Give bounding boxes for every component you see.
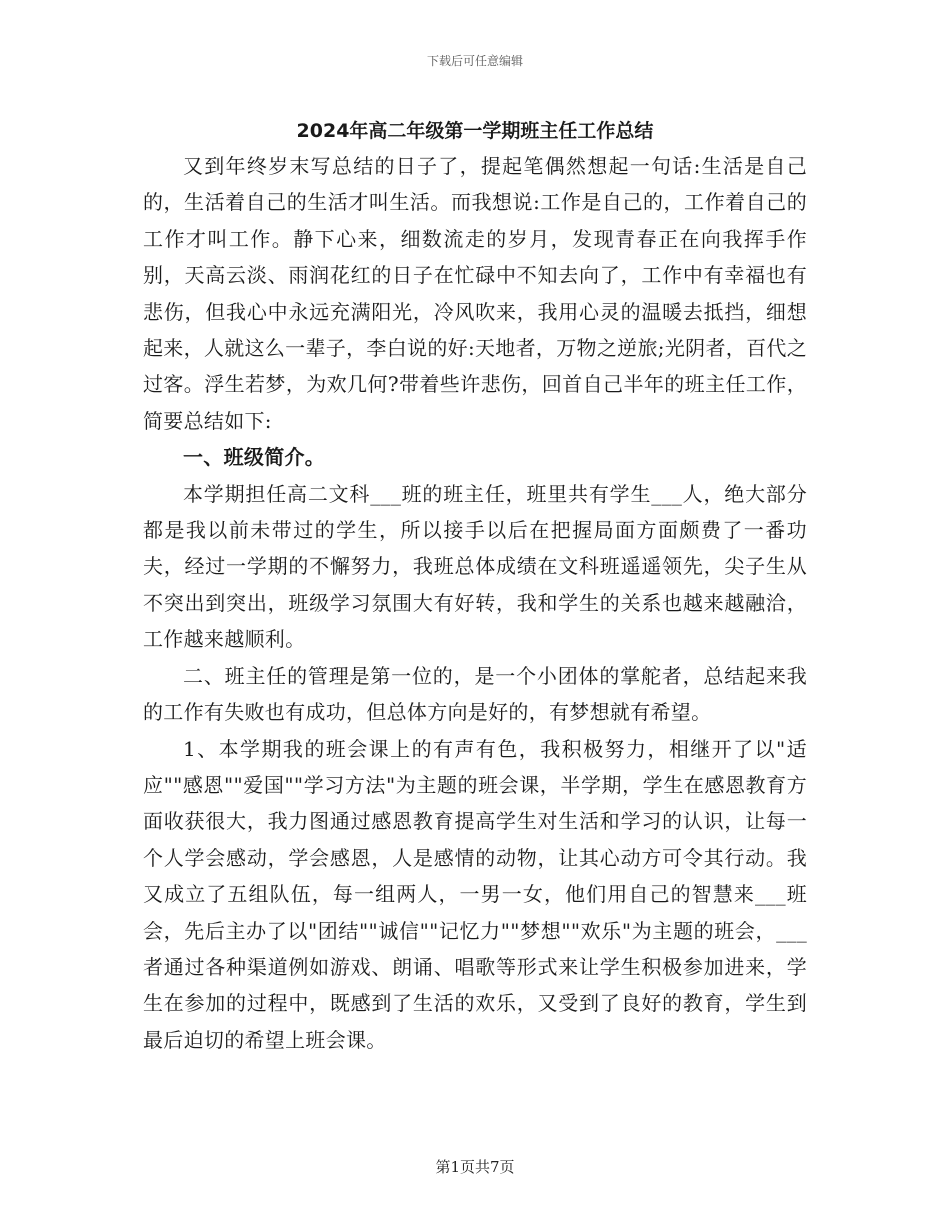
document-body (143, 148, 807, 1058)
page-number: 第1页共7页 (435, 1158, 515, 1176)
management-paragraph: 二、班主任的管理是第一位的，是一个小团体的掌舵者，总结起来我的工作有失败也有成功，但总体方向是好的，有梦想就有希望。 (143, 663, 807, 725)
class-meeting-paragraph: 1、本学期我的班会课上的有声有色，我积极努力，相继开了以"适应""感恩""爱国""学习方法"为主题的班会课，半学期，学生在感恩教育方面收获很大，我力图通过感恩教育提高学生对生活和学习的认识，让每一个人学会感动，学会感恩，人是感情的动物，让其心动方可令其行动。我又成立了五组队伍，每一组两人，一男一女，他们用自己的智慧来___班会，先后主办了以"团结""诚信""记忆力""梦想""欢乐"为主题的班会，___者通过各种渠道例如游戏、朗诵、唱歌等形式来让学生积极参加进来，学生在参加的过程中，既感到了生活的欢乐，又受到了良好的教育，学生到最后迫切的希望上班会课。 (143, 736, 807, 1052)
page-header-note: 下载后可任意编辑 (426, 54, 523, 68)
document-title: 2024年高二年级第一学期班主任工作总结 (296, 120, 654, 142)
section-heading-class-intro: 一、班级简介。 (183, 445, 326, 470)
class-intro-paragraph: 本学期担任高二文科___班的班主任，班里共有学生___人，绝大部分都是我以前未带过的学生，所以接手以后在把握局面方面颇费了一番功夫，经过一学期的不懈努力，我班总体成绩在文科班遥遥领先，尖子生从不突出到突出，班级学习氛围大有好转，我和学生的关系也越来越融洽，工作越来越顺利。 (143, 481, 807, 652)
intro-paragraph: 又到年终岁末写总结的日子了，提起笔偶然想起一句话:生活是自己的，生活着自己的生活才叫生活。而我想说:工作是自己的，工作着自己的工作才叫工作。静下心来，细数流走的岁月，发现青春正在向我挥手作别，天高云淡、雨润花红的日子在忙碌中不知去向了，工作中有幸福也有悲伤，但我心中永远充满阳光，冷风吹来，我用心灵的温暖去抵挡，细想起来，人就这么一辈子，李白说的好:天地者，万物之逆旅;光阴者，百代之过客。浮生若梦，为欢几何?带着些许悲伤，回首自己半年的班主任工作，简要总结如下: (143, 154, 807, 433)
